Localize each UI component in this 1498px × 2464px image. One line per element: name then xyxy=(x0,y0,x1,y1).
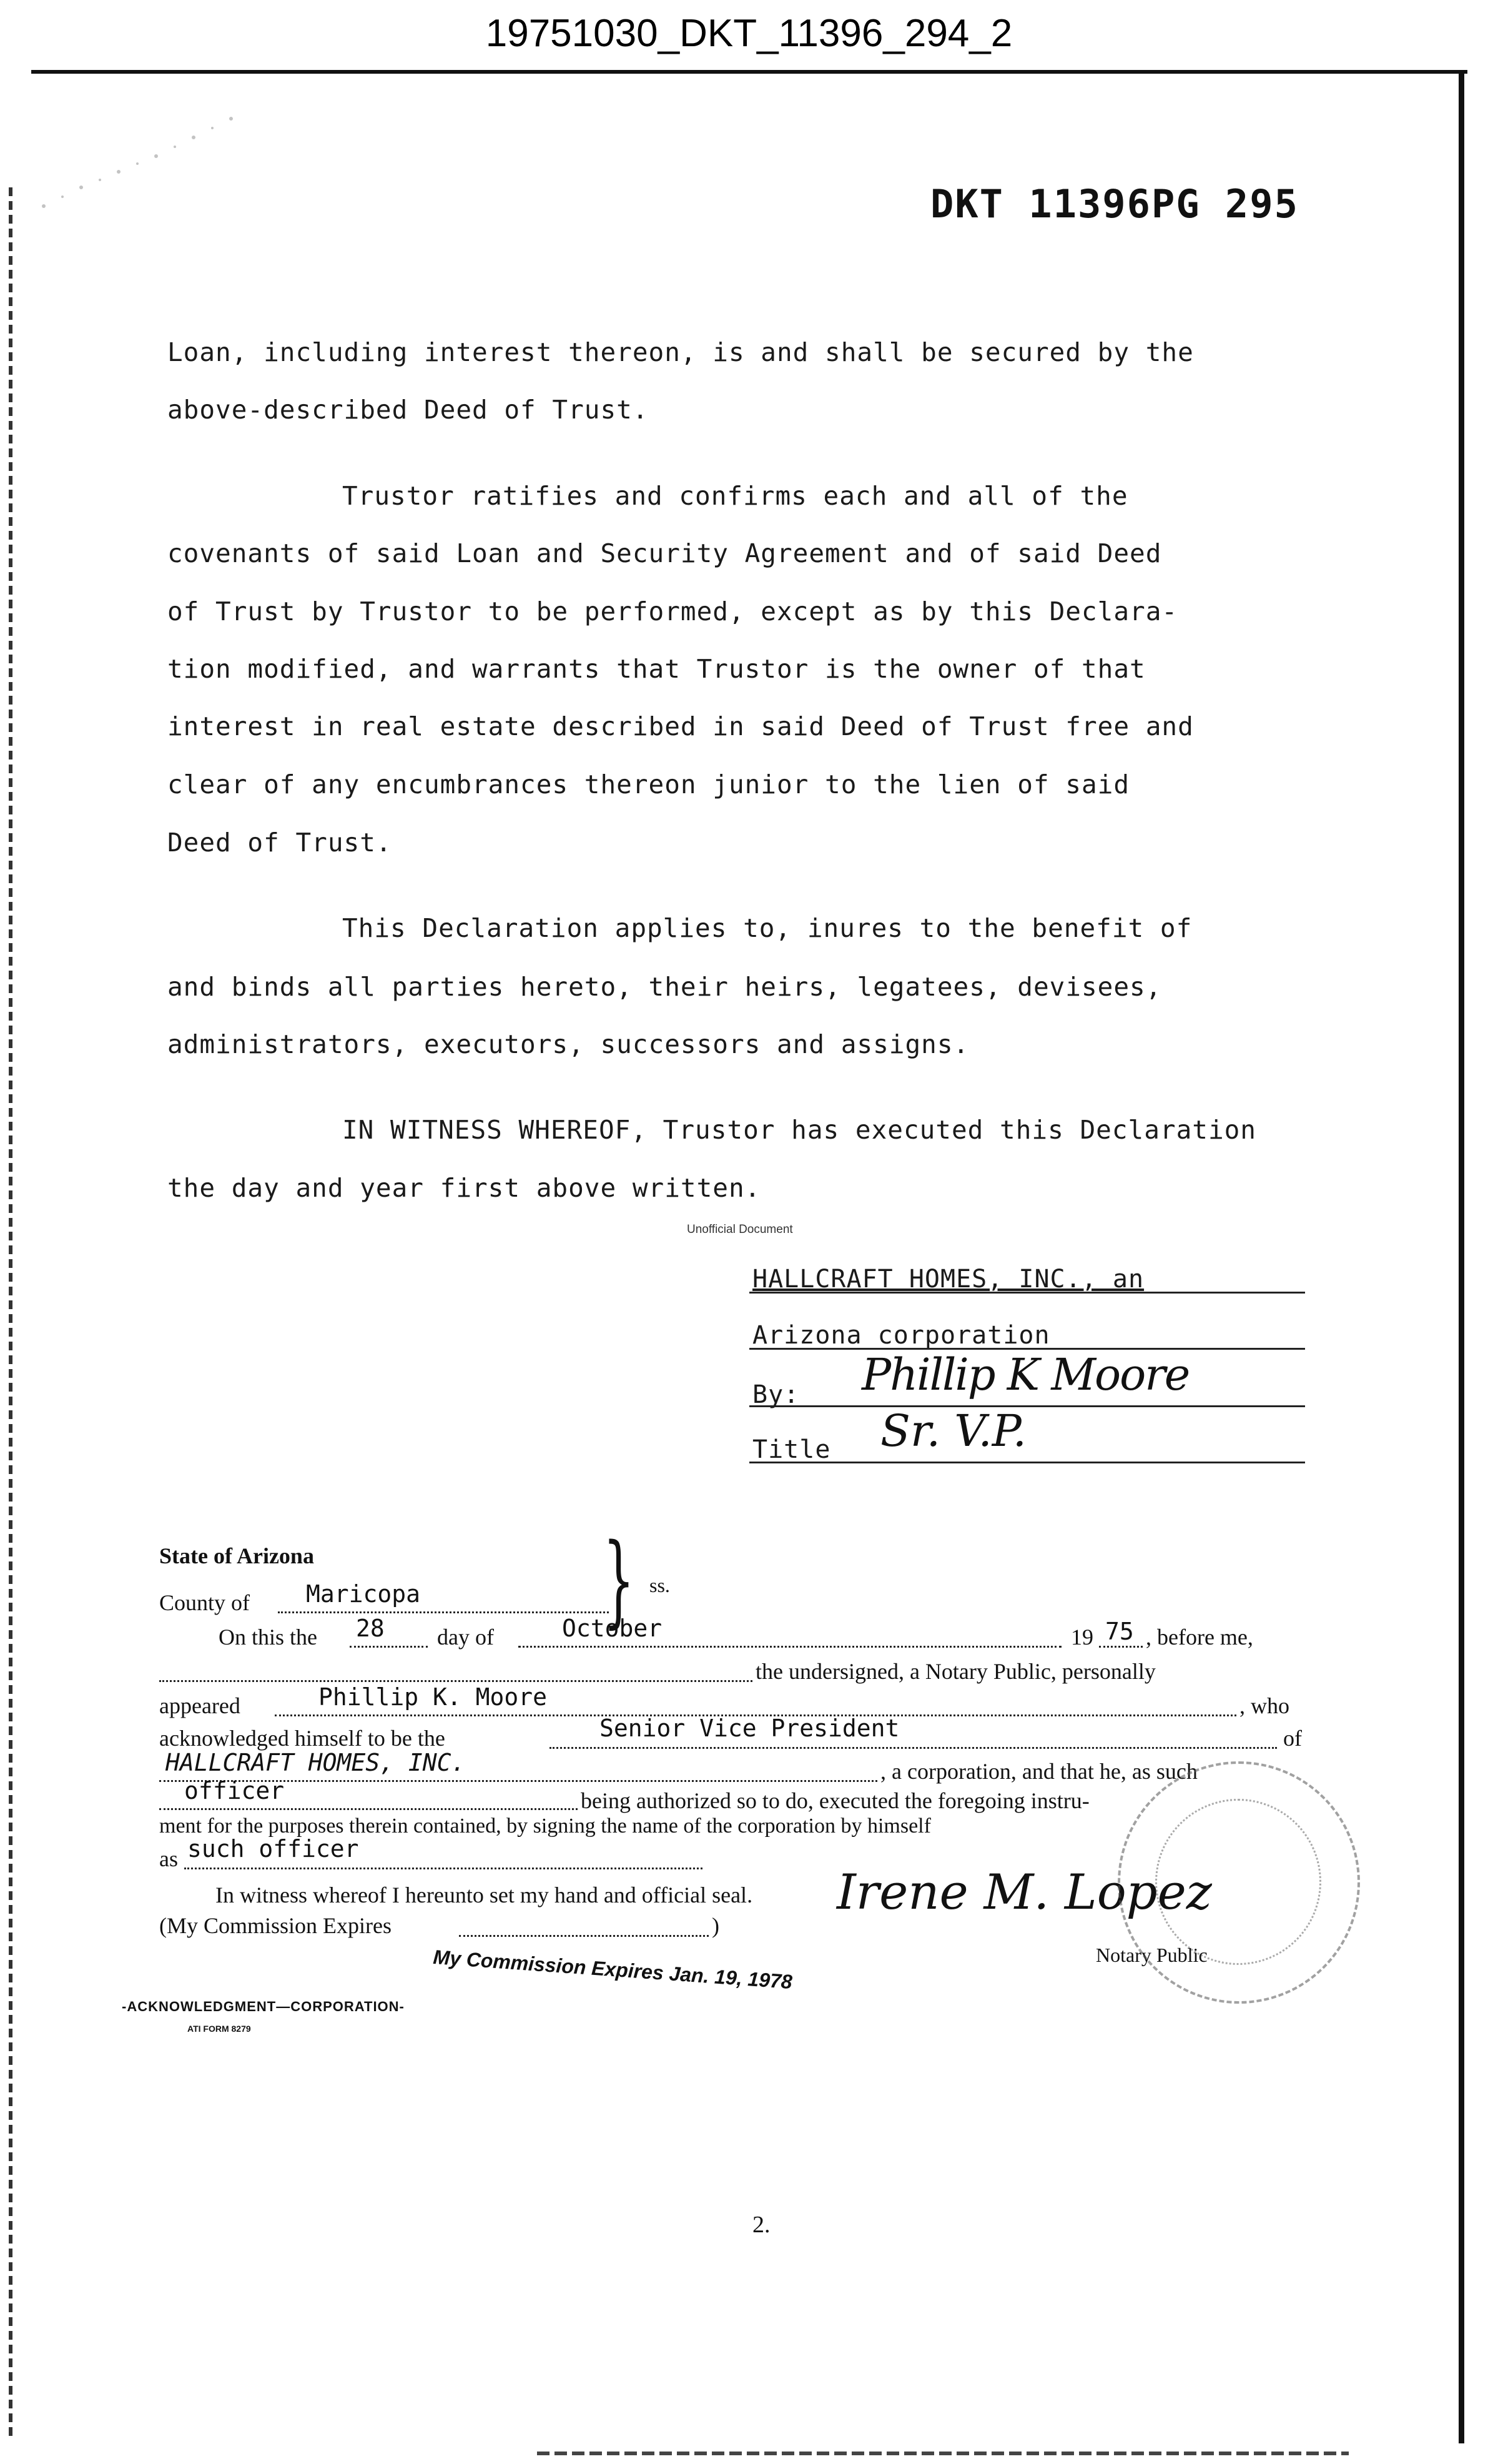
on-this-label: On this the xyxy=(219,1625,317,1650)
brace: } xyxy=(603,1521,635,1638)
appeared-label: appeared xyxy=(159,1693,240,1718)
state-label: State of Arizona xyxy=(159,1543,314,1568)
office-line xyxy=(549,1747,1277,1749)
notary-seal-inner xyxy=(1155,1799,1321,1965)
body-line-9: Deed of Trust. xyxy=(167,828,392,858)
body-line-6: tion modified, and warrants that Trustor is the owner of that xyxy=(167,654,1146,684)
undersigned-text: the undersigned, a Notary Public, personally xyxy=(756,1659,1156,1684)
form-title: -ACKNOWLEDGMENT—CORPORATION- xyxy=(122,1999,405,2014)
as-label: as xyxy=(159,1846,178,1871)
month-line xyxy=(518,1646,1062,1648)
company-underline xyxy=(749,1292,1305,1294)
commission-close: ) xyxy=(712,1913,719,1938)
witness-text: In witness whereof I hereunto set my hand and official seal. xyxy=(215,1883,753,1907)
document-id: 19751030_DKT_11396_294_2 xyxy=(485,12,1013,55)
ss-label: ss. xyxy=(649,1574,670,1596)
body-line-10: This Declaration applies to, inures to the benefit of xyxy=(342,913,1193,943)
by-label: By: xyxy=(752,1380,800,1409)
scan-border-bottom xyxy=(537,2452,1349,2455)
corporation-line: Arizona corporation xyxy=(752,1321,1050,1350)
form-number: ATI FORM 8279 xyxy=(187,2024,251,2034)
notary-signature: Irene M. Lopez xyxy=(837,1864,1212,1921)
body-line-11: and binds all parties hereto, their heirs, legatees, devisees, xyxy=(167,972,1162,1002)
body-line-7: interest in real estate described in said Deed of Trust free and xyxy=(167,711,1194,741)
title-handwritten: Sr. V.P. xyxy=(880,1405,1027,1457)
undersigned-line xyxy=(159,1680,752,1682)
day-of-label: day of xyxy=(437,1625,494,1650)
body-line-2: above-described Deed of Trust. xyxy=(167,395,649,425)
county-line xyxy=(278,1611,609,1613)
unofficial-watermark: Unofficial Document xyxy=(687,1223,793,1236)
body-line-12: administrators, executors, successors and assigns. xyxy=(167,1029,970,1059)
body-line-13: IN WITNESS WHEREOF, Trustor has executed this Declaration xyxy=(342,1115,1256,1145)
as-value: such officer xyxy=(187,1835,359,1863)
body-line-3: Trustor ratifies and confirms each and all of the xyxy=(342,481,1128,511)
month-value: October xyxy=(562,1615,663,1642)
commission-stamp: My Commission Expires Jan. 19, 1978 xyxy=(432,1946,793,1994)
day-line xyxy=(350,1646,428,1648)
scan-border-top xyxy=(31,70,1467,74)
officer-signature: Phillip K Moore xyxy=(862,1349,1190,1400)
notary-label: Notary Public xyxy=(1096,1944,1208,1966)
title-label: Title xyxy=(752,1435,831,1464)
year-prefix: 19 xyxy=(1071,1625,1093,1650)
office-value: Senior Vice President xyxy=(599,1714,900,1742)
scan-border-left xyxy=(9,187,12,2436)
corporation-text: , a corporation, and that he, as such xyxy=(880,1759,1198,1784)
scan-border-right xyxy=(1459,70,1464,2443)
officer-value: officer xyxy=(184,1777,285,1804)
page-number: 2. xyxy=(752,2212,771,2238)
day-value: 28 xyxy=(356,1615,385,1642)
purposes-text: ment for the purposes therein contained, by signing the name of the corporation by himself xyxy=(159,1814,931,1838)
body-line-8: clear of any encumbrances thereon junior to the lien of said xyxy=(167,769,1130,799)
year-value: 75 xyxy=(1105,1618,1134,1645)
county-label: County of xyxy=(159,1590,250,1615)
body-line-14: the day and year first above written. xyxy=(167,1173,761,1203)
authorized-text: being authorized so to do, executed the foregoing instru- xyxy=(581,1788,1090,1813)
body-line-1: Loan, including interest thereon, is and shall be secured by the xyxy=(167,337,1194,367)
acknowledged-label: acknowledged himself to be the xyxy=(159,1726,445,1751)
who-label: , who xyxy=(1239,1693,1289,1718)
company-value: HALLCRAFT HOMES, INC. xyxy=(165,1749,466,1776)
scan-smudge xyxy=(25,94,262,219)
of-label: of xyxy=(1283,1726,1302,1751)
title-underline xyxy=(749,1462,1305,1463)
body-line-5: of Trust by Trustor to be performed, except as by this Declara- xyxy=(167,596,1178,626)
body-line-4: covenants of said Loan and Security Agreement and of said Deed xyxy=(167,538,1162,568)
appeared-value: Phillip K. Moore xyxy=(318,1683,548,1711)
commission-line xyxy=(459,1935,709,1937)
county-value: Maricopa xyxy=(306,1580,421,1608)
company-name-line: HALLCRAFT HOMES, INC., an xyxy=(752,1265,1145,1294)
before-me: , before me, xyxy=(1146,1625,1253,1650)
by-underline xyxy=(749,1405,1305,1407)
commission-label: (My Commission Expires xyxy=(159,1913,392,1938)
officer-line xyxy=(159,1808,578,1810)
as-line xyxy=(184,1868,702,1869)
year-line xyxy=(1099,1646,1143,1648)
docket-stamp: DKT 11396PG 295 xyxy=(930,181,1299,227)
